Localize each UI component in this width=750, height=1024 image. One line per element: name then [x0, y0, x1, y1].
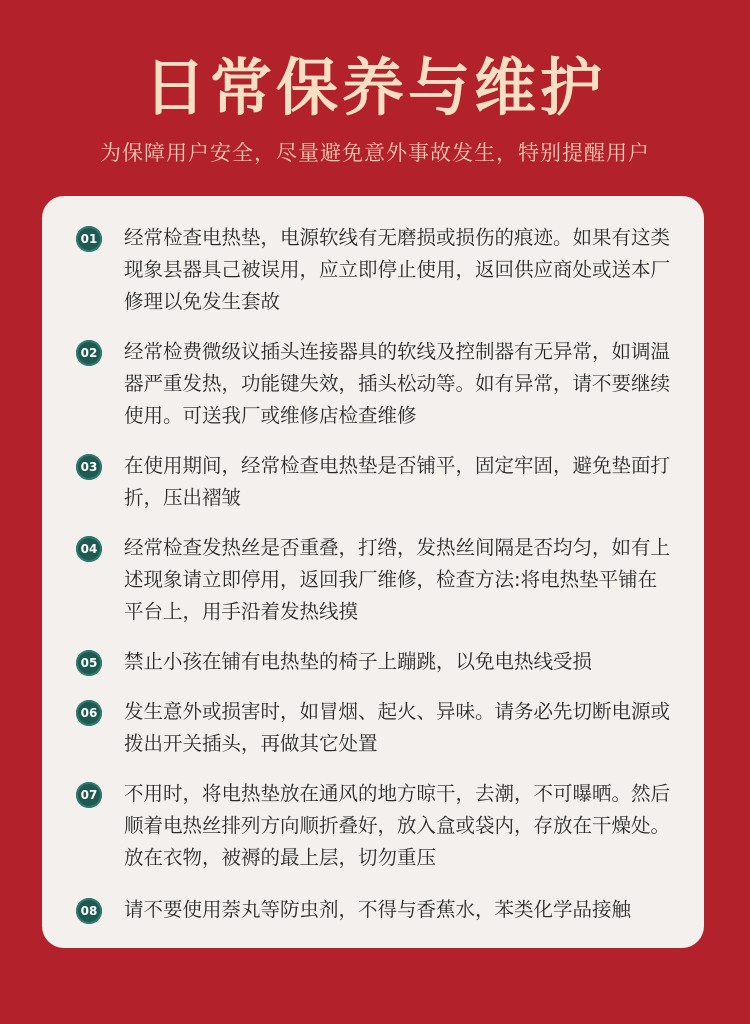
item-text: 经常检查电热垫，电源软线有无磨损或损伤的痕迹。如果有这类现象县器具己被误用，应立即停止使用，返回供应商处或送本厂修理以免发生套故 — [124, 226, 671, 313]
item-text: 经常检费微级议插头连接器具的软线及控制器有无异常，如调温器严重发热，功能键失效，插头松动等。如有异常，请不要继续使用。可送我厂或维修店检查维修 — [124, 340, 671, 427]
item-number-badge: 07 — [76, 782, 102, 808]
item-number-badge: 01 — [76, 226, 102, 252]
item-number-badge: 05 — [76, 650, 102, 676]
item-number-badge: 02 — [76, 340, 102, 366]
content-card — [42, 196, 704, 948]
item-number-badge: 03 — [76, 454, 102, 480]
page-title: 日常保养与维护 — [143, 51, 606, 124]
item-text: 不用时，将电热垫放在通风的地方晾干，去潮，不可曝晒。然后顺着电热丝排列方向顺折叠好，放入盒或袋内，存放在干燥处。放在衣物，被褥的最上层，切勿重压 — [124, 782, 671, 869]
item-text: 在使用期间，经常检查电热垫是否铺平，固定牢固，避免垫面打折，压出褶皱 — [124, 454, 671, 509]
item-text: 禁止小孩在铺有电热垫的椅子上蹦跳，以免电热线受损 — [124, 650, 593, 673]
item-text: 发生意外或损害时，如冒烟、起火、异味。请务必先切断电源或拨出开关插头，再做其它处置 — [124, 700, 671, 755]
item-number-badge: 08 — [76, 898, 102, 924]
item-text: 请不要使用萘丸等防虫剂，不得与香蕉水，苯类化学品接触 — [124, 898, 632, 921]
item-text: 经常检查发热丝是否重叠，打绺，发热丝间隔是否均匀，如有上述现象请立即停用，返回我厂维修，检查方法:将电热垫平铺在平台上，用手沿着发热线摸 — [124, 536, 671, 623]
item-number-badge: 04 — [76, 536, 102, 562]
item-number-badge: 06 — [76, 700, 102, 726]
page-subtitle: 为保障用户安全，尽量避免意外事故发生，特别提醒用户 — [100, 141, 650, 165]
